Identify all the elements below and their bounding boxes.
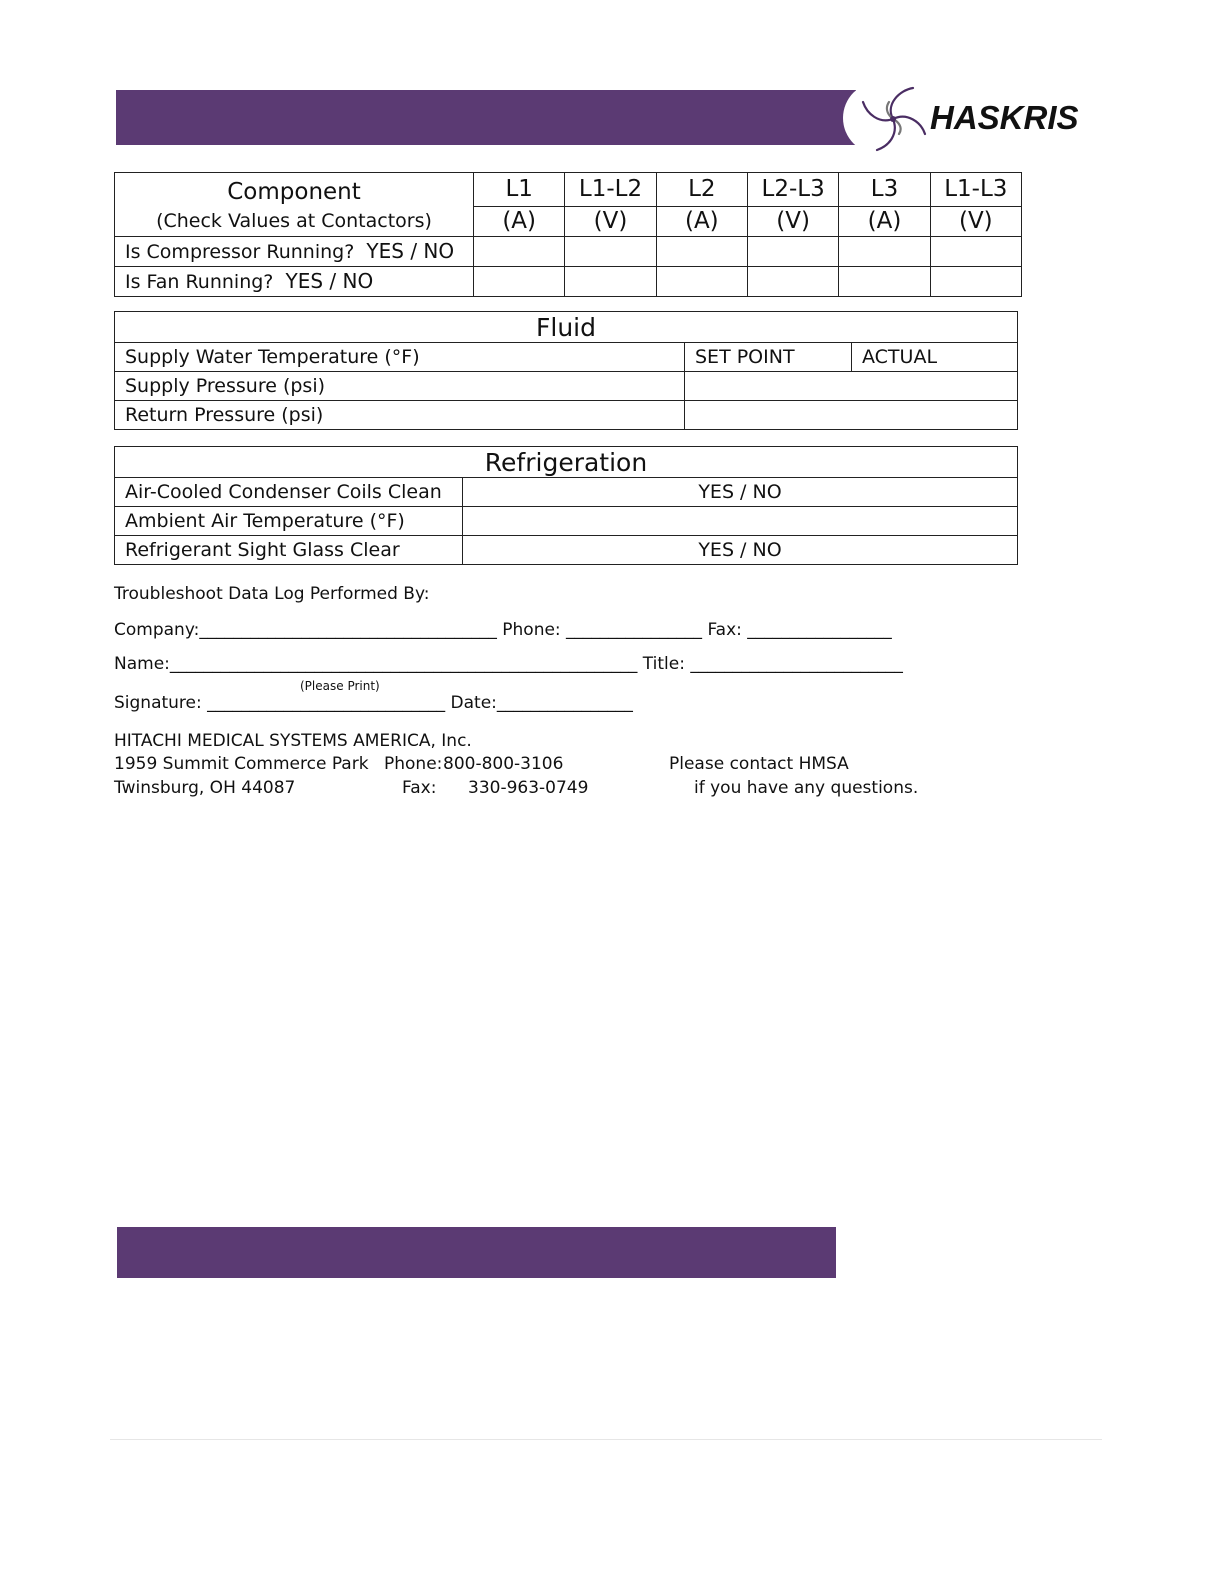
table-row <box>115 236 1022 266</box>
contact-company: HITACHI MEDICAL SYSTEMS AMERICA, Inc. <box>114 731 472 751</box>
value-cell[interactable] <box>930 266 1021 296</box>
name-title-line[interactable]: Name:_______________________________________________________ Title: _________________________ <box>114 654 903 674</box>
row-label: Air-Cooled Condenser Coils Clean <box>115 478 463 507</box>
set-point-cell[interactable]: SET POINT <box>685 343 852 372</box>
fax-number: 330-963-0749 <box>468 778 589 798</box>
value-cell[interactable] <box>565 266 656 296</box>
column-unit: (A) <box>656 206 747 236</box>
phone-label: Phone: <box>384 754 443 774</box>
refrigeration-table <box>114 446 1018 565</box>
column-header: L1 <box>474 173 565 207</box>
refrigeration-title: Refrigeration <box>115 447 1018 478</box>
yes-no-options[interactable]: YES / NO <box>463 478 1018 507</box>
component-subtitle: (Check Values at Contactors) <box>115 206 474 236</box>
value-cell[interactable] <box>474 236 565 266</box>
table-row <box>115 372 1018 401</box>
yes-no-options[interactable]: YES / NO <box>366 239 455 263</box>
component-title: Component <box>115 173 474 207</box>
fax-label: Fax: <box>402 778 437 798</box>
table-row <box>115 536 1018 565</box>
row-label: Supply Pressure (psi) <box>115 372 685 401</box>
column-unit: (A) <box>474 206 565 236</box>
value-cell[interactable] <box>463 507 1018 536</box>
column-unit: (A) <box>839 206 930 236</box>
contact-address-2: Twinsburg, OH 44087 <box>114 778 296 798</box>
table-row <box>115 266 1022 296</box>
column-header: L3 <box>839 173 930 207</box>
column-header: L1-L2 <box>565 173 656 207</box>
value-cell[interactable] <box>474 266 565 296</box>
contact-note-1: Please contact HMSA <box>669 754 849 774</box>
value-cell[interactable] <box>839 266 930 296</box>
value-cell[interactable] <box>685 372 1018 401</box>
phone-number: 800-800-3106 <box>443 754 564 774</box>
contact-note-2: if you have any questions. <box>694 778 919 798</box>
value-cell[interactable] <box>656 236 747 266</box>
value-cell[interactable] <box>747 236 838 266</box>
swirl-icon <box>855 84 935 154</box>
row-label: Supply Water Temperature (°F) <box>115 343 685 372</box>
column-unit: (V) <box>747 206 838 236</box>
fluid-table <box>114 311 1018 430</box>
value-cell[interactable] <box>565 236 656 266</box>
row-label: Ambient Air Temperature (°F) <box>115 507 463 536</box>
row-label: Refrigerant Sight Glass Clear <box>115 536 463 565</box>
actual-cell[interactable]: ACTUAL <box>852 343 1018 372</box>
column-unit: (V) <box>565 206 656 236</box>
column-header: L2-L3 <box>747 173 838 207</box>
column-header: L1-L3 <box>930 173 1021 207</box>
value-cell[interactable] <box>747 266 838 296</box>
value-cell[interactable] <box>839 236 930 266</box>
compressor-running-label: Is Compressor Running? YES / NO <box>115 236 474 266</box>
value-cell[interactable] <box>656 266 747 296</box>
fan-running-label: Is Fan Running? YES / NO <box>115 266 474 296</box>
header-band <box>116 90 856 145</box>
contact-address-1: 1959 Summit Commerce Park <box>114 754 369 774</box>
table-row <box>115 507 1018 536</box>
yes-no-options[interactable]: YES / NO <box>285 269 374 293</box>
table-row <box>115 478 1018 507</box>
column-unit: (V) <box>930 206 1021 236</box>
footer-band <box>117 1227 836 1278</box>
table-row <box>115 343 1018 372</box>
haskris-logo <box>843 82 1103 154</box>
signoff-heading: Troubleshoot Data Log Performed By: <box>114 584 430 604</box>
column-header: L2 <box>656 173 747 207</box>
please-print-note: (Please Print) <box>300 679 380 693</box>
footer-divider <box>110 1439 1102 1440</box>
row-label: Return Pressure (psi) <box>115 401 685 430</box>
logo-wordmark: HASKRIS <box>930 99 1079 136</box>
component-table <box>114 172 1022 297</box>
table-row <box>115 401 1018 430</box>
component-unit-row <box>115 206 1022 236</box>
value-cell[interactable] <box>930 236 1021 266</box>
signature-date-line[interactable]: Signature: ____________________________ Date:________________ <box>114 693 633 713</box>
company-phone-fax-line[interactable]: Company:___________________________________ Phone: ________________ Fax: _________________ <box>114 620 892 640</box>
yes-no-options[interactable]: YES / NO <box>463 536 1018 565</box>
value-cell[interactable] <box>685 401 1018 430</box>
component-header-row <box>115 173 1022 207</box>
fluid-title: Fluid <box>115 312 1018 343</box>
